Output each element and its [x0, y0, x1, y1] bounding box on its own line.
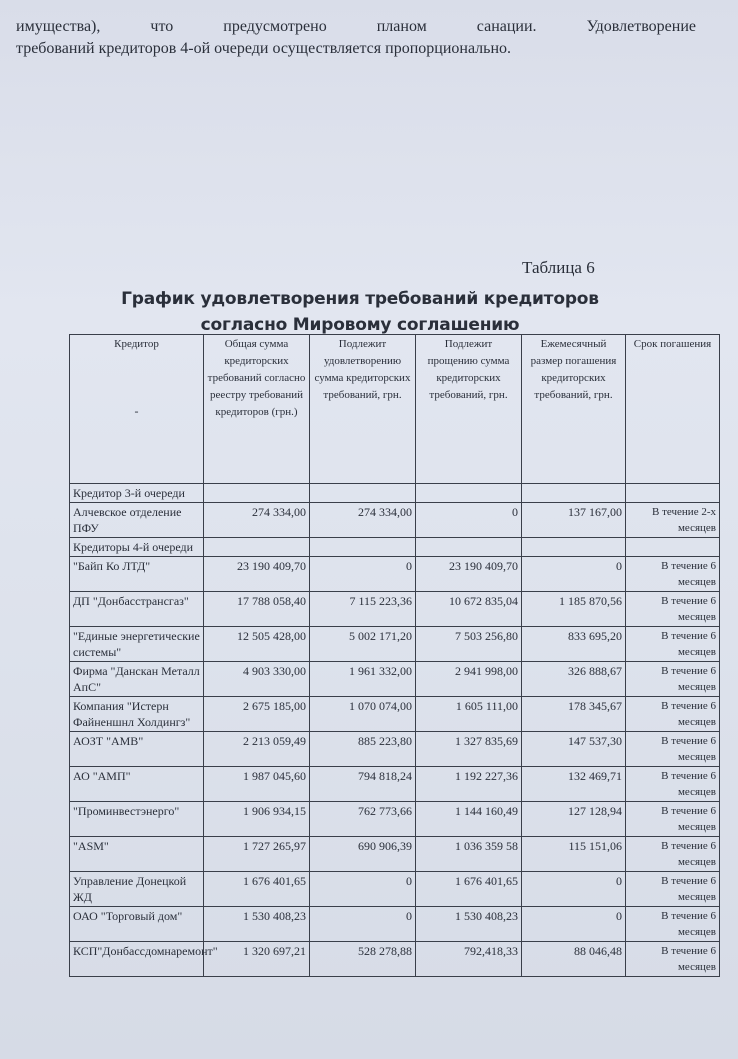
to-satisfy-cell: 274 334,00 — [310, 503, 416, 538]
table-row — [70, 557, 720, 592]
table-row — [70, 732, 720, 767]
creditor-name-cell: КСП"Донбассдомнаремонт" — [70, 942, 204, 977]
creditor-name-cell: АО "АМП" — [70, 767, 204, 802]
table-row — [70, 592, 720, 627]
monthly-payment-cell: 0 — [522, 872, 626, 907]
to-satisfy-cell: 794 818,24 — [310, 767, 416, 802]
table-row — [70, 837, 720, 872]
term-cell: В течение 6 месяцев — [626, 802, 720, 837]
header-creditor-label: Кредитор — [114, 338, 159, 350]
table-row — [70, 872, 720, 907]
creditor-name-cell: Алчевское отделение ПФУ — [70, 503, 204, 538]
total-sum-cell: 1 530 408,23 — [204, 907, 310, 942]
header-term: Срок погашения — [626, 335, 720, 484]
to-forgive-cell: 1 327 835,69 — [416, 732, 522, 767]
to-forgive-cell: 1 676 401,65 — [416, 872, 522, 907]
to-forgive-cell: 1 605 111,00 — [416, 697, 522, 732]
total-sum-cell: 17 788 058,40 — [204, 592, 310, 627]
creditor-name-cell: ОАО "Торговый дом" — [70, 907, 204, 942]
total-sum-cell: 1 987 045,60 — [204, 767, 310, 802]
term-cell: В течение 6 месяцев — [626, 942, 720, 977]
table-header-row — [70, 335, 720, 484]
to-forgive-cell: 10 672 835,04 — [416, 592, 522, 627]
table-body — [70, 484, 720, 977]
to-satisfy-cell: 0 — [310, 907, 416, 942]
total-sum-cell — [204, 538, 310, 557]
creditor-name-cell: ДП "Донбасстрансгаз" — [70, 592, 204, 627]
monthly-payment-cell: 0 — [522, 907, 626, 942]
table-row — [70, 802, 720, 837]
table-title-line-1: График удовлетворения требований кредиторов — [121, 289, 599, 309]
to-satisfy-cell: 1 961 332,00 — [310, 662, 416, 697]
monthly-payment-cell: 115 151,06 — [522, 837, 626, 872]
term-cell — [626, 484, 720, 503]
total-sum-cell: 1 727 265,97 — [204, 837, 310, 872]
monthly-payment-cell: 147 537,30 — [522, 732, 626, 767]
to-satisfy-cell: 1 070 074,00 — [310, 697, 416, 732]
table-row — [70, 538, 720, 557]
term-cell — [626, 538, 720, 557]
to-forgive-cell — [416, 484, 522, 503]
table-title-line-2: согласно Мировому соглашению — [200, 315, 520, 335]
to-forgive-cell: 7 503 256,80 — [416, 627, 522, 662]
term-cell: В течение 6 месяцев — [626, 907, 720, 942]
total-sum-cell: 23 190 409,70 — [204, 557, 310, 592]
creditor-name-cell: Управление Донецкой ЖД — [70, 872, 204, 907]
to-forgive-cell: 1 144 160,49 — [416, 802, 522, 837]
table-row — [70, 627, 720, 662]
monthly-payment-cell: 178 345,67 — [522, 697, 626, 732]
creditors-table — [69, 334, 720, 977]
to-satisfy-cell: 528 278,88 — [310, 942, 416, 977]
creditor-name-cell: Компания "Истерн Файненшнл Холдингз" — [70, 697, 204, 732]
monthly-payment-cell: 137 167,00 — [522, 503, 626, 538]
monthly-payment-cell: 326 888,67 — [522, 662, 626, 697]
table-row — [70, 767, 720, 802]
monthly-payment-cell: 132 469,71 — [522, 767, 626, 802]
table-row — [70, 662, 720, 697]
to-satisfy-cell — [310, 538, 416, 557]
creditor-name-cell: "Проминвестэнерго" — [70, 802, 204, 837]
header-dash: - — [134, 404, 139, 418]
creditor-name-cell: Кредитор 3-й очереди — [70, 484, 204, 503]
header-monthly-payment: Ежемесячный размер погашения кредиторских требований, грн. — [522, 335, 626, 484]
to-satisfy-cell: 885 223,80 — [310, 732, 416, 767]
total-sum-cell: 2 213 059,49 — [204, 732, 310, 767]
monthly-payment-cell — [522, 484, 626, 503]
term-cell: В течение 6 месяцев — [626, 592, 720, 627]
monthly-payment-cell — [522, 538, 626, 557]
monthly-payment-cell: 833 695,20 — [522, 627, 626, 662]
intro-line-2: требований кредиторов 4-ой очереди осуществляется пропорционально. — [16, 40, 512, 57]
total-sum-cell: 1 320 697,21 — [204, 942, 310, 977]
to-satisfy-cell: 0 — [310, 872, 416, 907]
to-satisfy-cell: 0 — [310, 557, 416, 592]
total-sum-cell: 2 675 185,00 — [204, 697, 310, 732]
total-sum-cell: 274 334,00 — [204, 503, 310, 538]
table-row — [70, 697, 720, 732]
to-forgive-cell: 1 192 227,36 — [416, 767, 522, 802]
total-sum-cell: 1 676 401,65 — [204, 872, 310, 907]
header-total-sum: Общая сумма кредиторских требований согласно реестру требований кредиторов (грн.) — [204, 335, 310, 484]
total-sum-cell: 1 906 934,15 — [204, 802, 310, 837]
term-cell: В течение 6 месяцев — [626, 837, 720, 872]
to-forgive-cell: 1 530 408,23 — [416, 907, 522, 942]
creditor-name-cell: Фирма "Данскан Металл АпС" — [70, 662, 204, 697]
monthly-payment-cell: 1 185 870,56 — [522, 592, 626, 627]
term-cell: В течение 6 месяцев — [626, 627, 720, 662]
creditor-name-cell: "ASM" — [70, 837, 204, 872]
to-forgive-cell — [416, 538, 522, 557]
term-cell: В течение 6 месяцев — [626, 732, 720, 767]
to-satisfy-cell: 762 773,66 — [310, 802, 416, 837]
to-forgive-cell: 23 190 409,70 — [416, 557, 522, 592]
table-row — [70, 484, 720, 503]
monthly-payment-cell: 127 128,94 — [522, 802, 626, 837]
term-cell: В течение 6 месяцев — [626, 872, 720, 907]
to-forgive-cell: 792,418,33 — [416, 942, 522, 977]
to-satisfy-cell: 690 906,39 — [310, 837, 416, 872]
to-forgive-cell: 1 036 359 58 — [416, 837, 522, 872]
intro-paragraph — [16, 16, 696, 60]
creditor-name-cell: Кредиторы 4-й очереди — [70, 538, 204, 557]
total-sum-cell — [204, 484, 310, 503]
to-forgive-cell: 0 — [416, 503, 522, 538]
to-satisfy-cell: 7 115 223,36 — [310, 592, 416, 627]
to-satisfy-cell: 5 002 171,20 — [310, 627, 416, 662]
total-sum-cell: 12 505 428,00 — [204, 627, 310, 662]
table-row — [70, 503, 720, 538]
to-forgive-cell: 2 941 998,00 — [416, 662, 522, 697]
header-to-satisfy: Подлежит удовлетворению сумма кредиторских требований, грн. — [310, 335, 416, 484]
term-cell: В течение 6 месяцев — [626, 662, 720, 697]
term-cell: В течение 2-х месяцев — [626, 503, 720, 538]
creditor-name-cell: "Единые энергетические системы" — [70, 627, 204, 662]
table-number: Таблица 6 — [522, 258, 595, 277]
term-cell: В течение 6 месяцев — [626, 767, 720, 802]
monthly-payment-cell: 0 — [522, 557, 626, 592]
table-title — [70, 286, 650, 338]
header-to-forgive: Подлежит прощению сумма кредиторских требований, грн. — [416, 335, 522, 484]
table-row — [70, 942, 720, 977]
term-cell: В течение 6 месяцев — [626, 697, 720, 732]
creditor-name-cell: "Байп Ко ЛТД" — [70, 557, 204, 592]
intro-line-1: имущества), что предусмотрено планом санации. Удовлетворение — [16, 18, 696, 35]
term-cell: В течение 6 месяцев — [626, 557, 720, 592]
table-row — [70, 907, 720, 942]
header-creditor — [70, 335, 204, 484]
total-sum-cell: 4 903 330,00 — [204, 662, 310, 697]
creditor-name-cell: АОЗТ "АМВ" — [70, 732, 204, 767]
to-satisfy-cell — [310, 484, 416, 503]
monthly-payment-cell: 88 046,48 — [522, 942, 626, 977]
